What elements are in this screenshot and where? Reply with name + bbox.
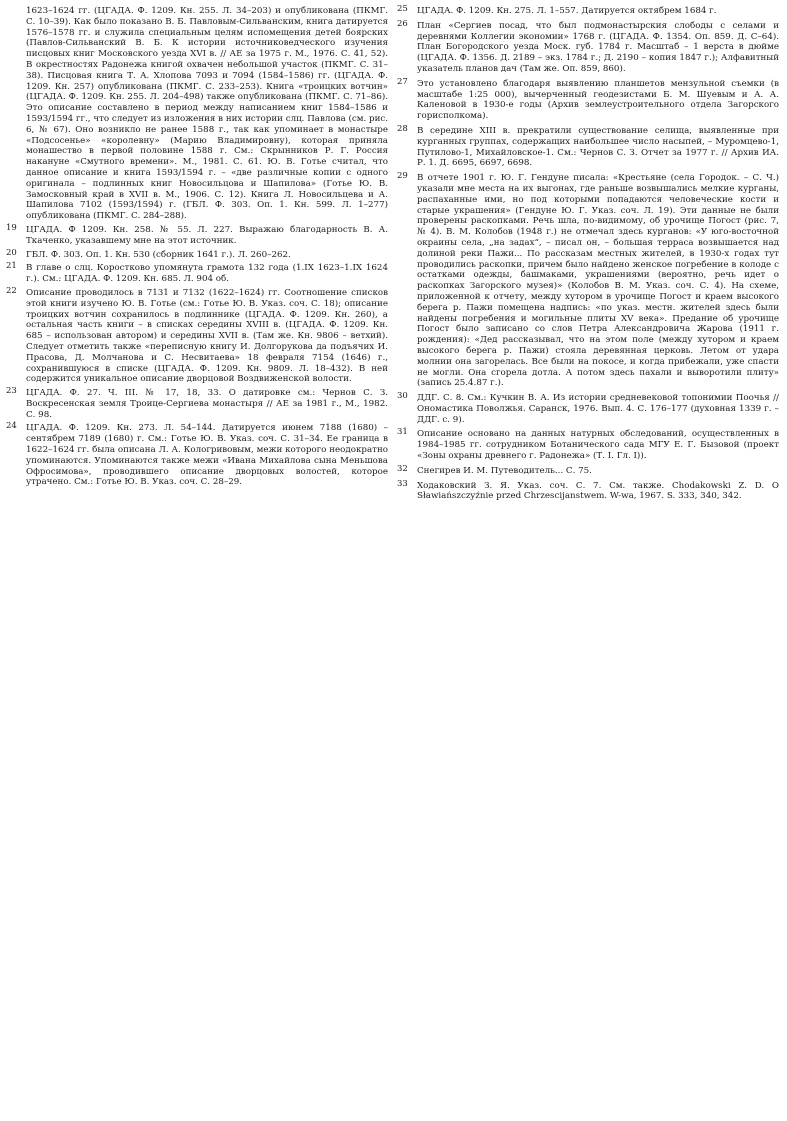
footnote-20 (6, 247, 388, 261)
footnote-number: 28 (397, 123, 408, 134)
footnote-text: ДДГ. С. 8. См.: Кучкин В. А. Из истории средневековой топонимии Поочья // Ономастика Поволжья. Саранск, 1976. Вып. 4. С. 176–177 (духовная 1339 г. – ДДГ. с. 9). (417, 393, 779, 425)
footnote-24 (6, 423, 388, 488)
footnote-number: 20 (6, 247, 17, 258)
footnote-32 (397, 463, 779, 477)
footnote-number: 31 (397, 427, 408, 438)
footnote-text: ГБЛ. Ф. 303. Оп. 1. Кн. 530 (сборник 1641 г.). Л. 260–262. (26, 249, 291, 260)
footnote-25 (397, 6, 779, 17)
right-column (397, 6, 779, 1121)
footnote-19 (6, 222, 388, 247)
footnote-30 (397, 393, 779, 425)
footnote-number: 25 (397, 4, 408, 14)
footnote-29 (397, 173, 779, 389)
footnote-number: 26 (397, 18, 408, 29)
footnote-22 (6, 285, 388, 385)
footnote-27 (397, 76, 779, 122)
footnote-number: 19 (6, 222, 17, 233)
footnote-text: Ходаковский З. Я. Указ. соч. С. 7. См. также. Chodakowski Z. D. O Sławiańszczyźnie przed Chrzescijanstwem. W-wa, 1967. S. 333, 340, 342. (417, 480, 779, 502)
footnote-text: ЦГАДА. Ф. 27. Ч. III. № 17, 18, 33. О датировке см.: Чернов С. З. Воскресенская земля Троице-Сергиева монастыря // АЕ за 1981 г., М., 1982. С. 98. (26, 388, 388, 420)
footnote-number: 21 (6, 261, 17, 272)
footnote-text: В середине XIII в. прекратили существование селища, выявленные при курганных группах, содержащих наибольшее число насыпей, – Муромцево-1, Путилово-1, Михайловское-1. См.: Чернов С. З. Отчет за 1977 г. // Архив ИА. Р. 1. Д. 6695, 6697, 6698. (417, 125, 779, 169)
footnote-text: Это установлено благодаря выявлению планшетов мензульной съемки (в масштабе 1:25 000), вычерченный геодезистами Б. М. Шуевым и А. А. Каленовой в 1930-е годы (Архив землеустроительного отдела Загорского горисполкома). (417, 78, 779, 122)
footnote-text: ЦГАДА. Ф. 1209. Кн. 275. Л. 1–557. Датируется октябрем 1684 г. (417, 6, 717, 16)
footnote-number: 33 (397, 478, 408, 489)
footnote-text: В главе о слц. Коростково упомянута грамота 132 года (1.IX 1623–1.IX 1624 г.). См.: ЦГАДА. Ф. 1209. Кн. 685. Л. 904 об. (26, 263, 388, 285)
footnote-number: 22 (6, 285, 17, 296)
footnote-number: 24 (6, 421, 17, 432)
footnote-number: 27 (397, 76, 408, 87)
footnote-text: Описание проводилось в 7131 и 7132 (1622–1624) гг. Соотношение списков этой книги изучено Ю. В. Готье (см.: Готье Ю. В. Указ. соч. С. 18); описание троицких вотчин сохранилось в подлиннике (ЦГАДА. Ф. 1209. Кн. 260), а остальная часть книги – в списках середины XVIII в. (ЦГАДА. Ф. 1209. Кн. 685 – использован автором) и середины XVII в. (Там же. Кн. 9806 – ветхий). Следует отметить также «переписную книгу И. Долгорукова да подъячих И. Прасова, Д. Молчанова и С. Несвитаева» 18 февраля 7154 (1646) г., сохранившуюся в списке (ЦГАДА. Ф. 1209. Кн. 9809. Л. 18–432). В ней содержится уникальное описание дворцовой Воздвиженской волости. (26, 287, 388, 385)
footnote-23 (6, 388, 388, 420)
footnote-text: План «Сергиев посад, что был подмонастырския слободы с селами и деревнями Коллегии экономии» 1768 г. (ЦГАДА. Ф. 1354. Оп. 859. Д. С–64). План Богородского уезда Моск. губ. 1784 г. Масштаб – 1 верста в дюйме (ЦГАДА. Ф. 1356. Д. 2189 – экз. 1784 г.; Д. 2190 – копия 1847 г.); Алфавитный указатель планов дач (Там же. Оп. 859, 860). (417, 20, 779, 74)
footnote-31 (397, 429, 779, 461)
footnote-text: 1623–1624 гг. (ЦГАДА. Ф. 1209. Кн. 255. Л. 34–203) и опубликована (ПКМГ. С. 10–39). Как было показано В. Б. Павловым-Сильванским, книга датируется 1576–1578 гг. и служила специальным целям испомещения детей боярских (Павлов-Сильванский В. Б. К истории источниковедческого изучения писцовых книг Московского уезда XVI в. // АЕ за 1975 г. М., 1976. С. 41, 52). В окрестностях Радонежа книгой охвачен небольшой участок (ПКМГ. С. 31–38). Писцовая книга Т. А. Хлопова 7093 и 7094 (1584–1586) гг. (ЦГАДА. Ф. 1209. Кн. 257) опубликована (ПКМГ. С. 233–253). Книга «троицких вотчин» (ЦГАДА. Ф. 1209. Кн. 255. Л. 204–498) также опубликована (ПКМГ. С. 71–86). Это описание составлено в период между написанием книг 1584–1586 и 1593/1594 гг., что следует из изложения в них истории слц. Павлова (см. рис. 6, № 67). Оно возникло не ранее 1588 г., так как упоминает в монастыре «Подсосенье» «королевну» (Марию Владимировну), которая приняла монашество в первой половине 1588 г. См.: Скрынников Р. Г. Россия накануне «Смутного времени». М., 1981. С. 61. Ю. В. Готье считал, что данное описание и книга 1593/1594 г. – «две различные копии с одного оригинала – подлинных книг Новосильцова и Шапилова» (Готье Ю. В. Замосковный край в XVII в. М., 1906. С. 12). Книга Л. Новосильцева и А. Шапилова 7102 (1593/1594) г. (ГБЛ. Ф. 303. Оп. 1. Кн. 599. Л. 1–277) опубликована (ПКМГ. С. 284–288). (26, 6, 388, 222)
footnote-text: Снегирев И. М. Путеводитель... С. 75. (417, 465, 592, 476)
footnote-number: 23 (6, 386, 17, 397)
footnote-21 (6, 263, 388, 285)
footnote-text: В отчете 1901 г. Ю. Г. Гендуне писала: «Крестьяне (села Городок. – С. Ч.) указали мне места на их выгонах, где раньше возвышались мелкие курганы, распаханные ими, но под которыми попадаются человеческие кости и старые украшения» (Гендуне Ю. Г. Указ. соч. Л. 19). Эти данные не были проверены раскопками. Речь шла, по-видимому, об урочище Погост (рис. 7, № 4). В. М. Колобов (1948 г.) не отмечал здесь курганов: «У юго-восточной окраины села, „на задах“, – писал он, – большая терраса возвышается над долиной реки Пажи... По рассказам местных жителей, в 1930-х годах тут проводились раскопки, причем было найдено женское погребение в колоде с остатками одежды, башмаками, украшениями (вероятно, речь идет о раскопках Загорского музея)» (Колобов В. М. Указ. соч. С. 4). На схеме, приложенной к отчету, между хутором в урочище Погост и краем высокого берега р. Пажи помещена надпись: «по указ. местн. жителей здесь были найдены погребения и могильные плиты XV века». Предание об урочище Погост было записано со слов Петра Александровича Жарова (1911 г. рождения): «Дед рассказывал, что на этом поле (между хутором и краем высокого берега р. Пажи) стояла деревянная церковь. Летом от удара молнии она загорелась. Все были на покосе, и когда прибежали, уже спасти не могли. Она сгорела дотла. А потом здесь пахали и выворотили плиту» (запись 25.4.87 г.). (417, 173, 779, 389)
footnote-text: ЦГАДА. Ф 1209. Кн. 258. № 55. Л. 227. Выражаю благодарность В. А. Ткаченко, указавшему мне на этот источник. (26, 224, 388, 246)
footnote-text: ЦГАДА. Ф. 1209. Кн. 273. Л. 54–144. Датируется июнем 7188 (1680) – сентябрем 7189 (1680) г. См.: Готье Ю. В. Указ. соч. С. 31–34. Ее граница в 1622–1624 гг. была описана Л. А. Кологривовым, межи которого неодократно упоминаются. Упоминаются также межи «Ивана Михайлова сына Меньшова Офросимова», проводившего описание дворцовых волостей, которое утрачено. См.: Готье Ю. В. Указ. соч. С. 28–29. (26, 423, 388, 488)
footnote-28 (397, 123, 779, 169)
footnote-continuation (6, 6, 388, 222)
footnote-number: 32 (397, 463, 408, 474)
footnote-26 (397, 18, 779, 75)
footnote-text: Описание основано на данных натурных обследований, осуществленных в 1984–1985 гг. сотрудником Ботанического сада МГУ Е. Г. Бызовой (проект «Зоны охраны древнего г. Радонежа» (Т. I. Гл. I)). (417, 429, 779, 462)
footnote-number: 30 (397, 391, 408, 402)
footnote-number: 29 (397, 171, 408, 182)
left-column (6, 6, 388, 1121)
footnote-33 (397, 478, 779, 503)
